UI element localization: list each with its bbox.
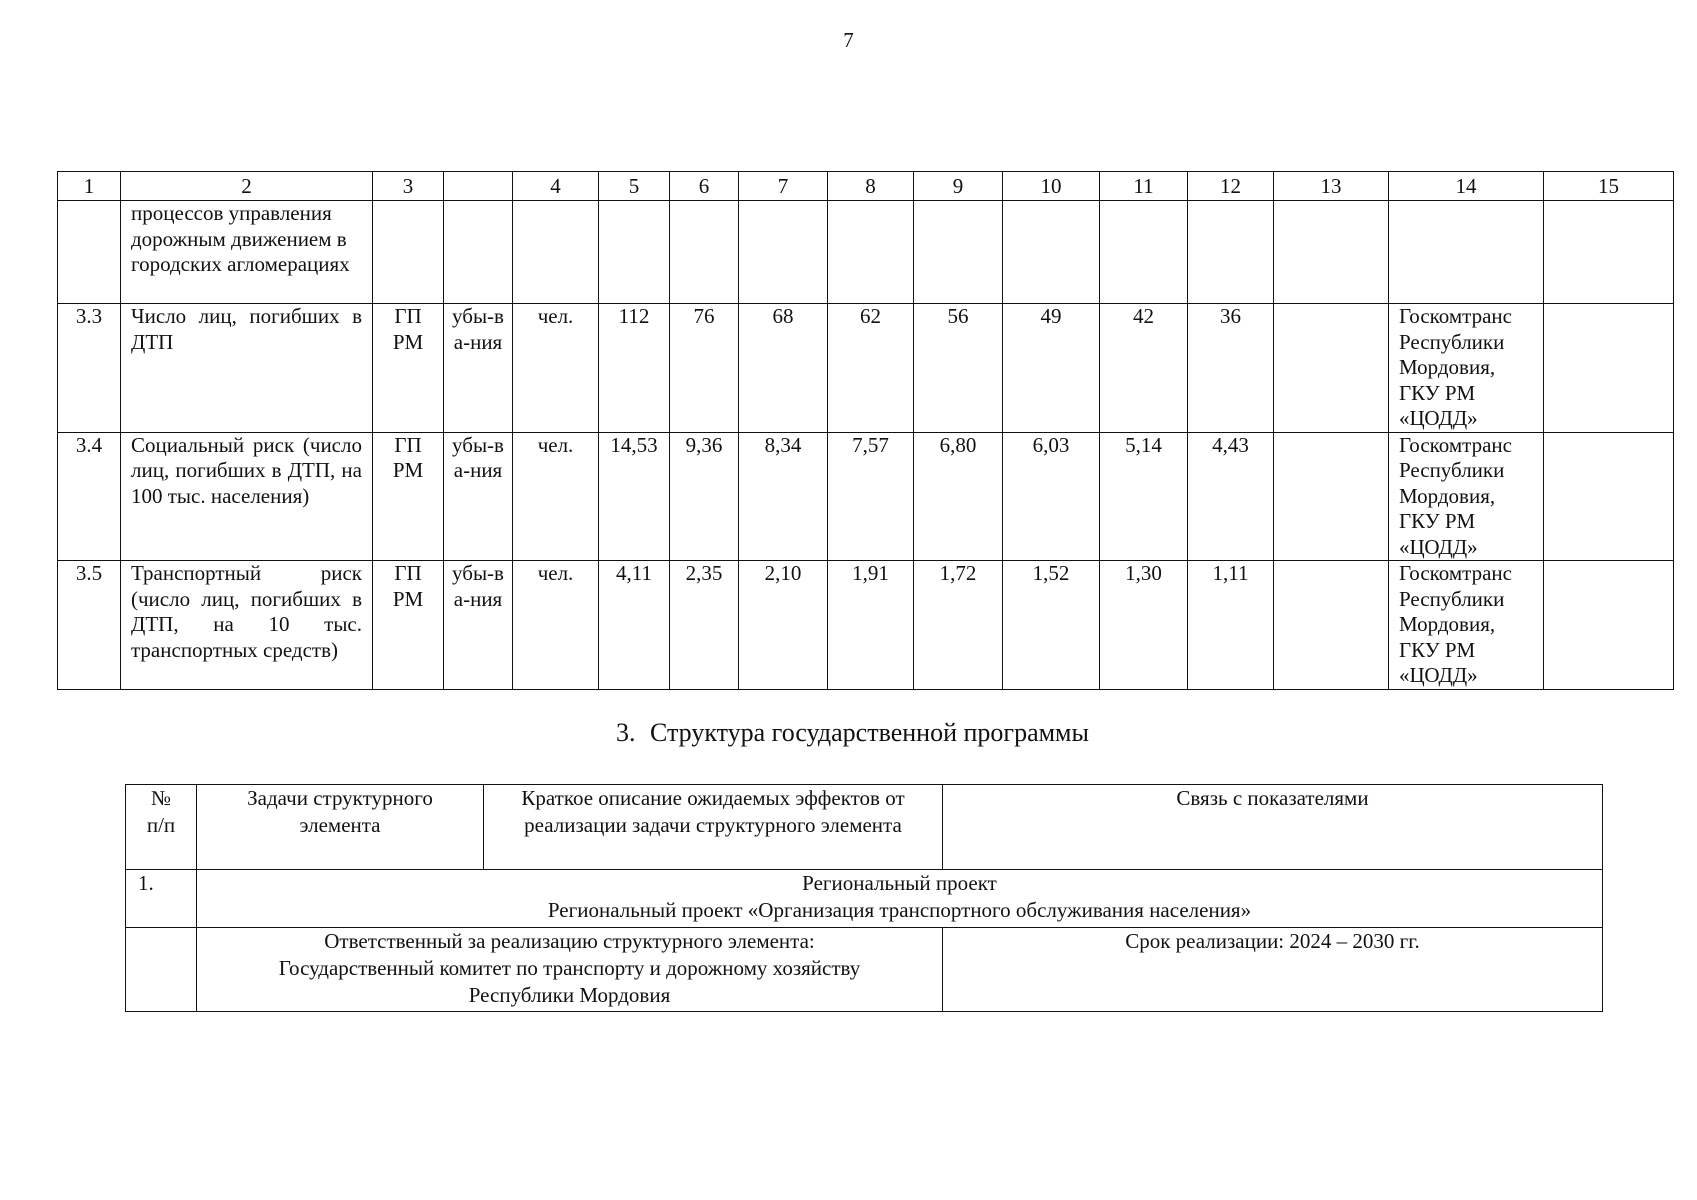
column-number: 15	[1544, 172, 1674, 201]
column-number: 9	[914, 172, 1003, 201]
column-number: 10	[1003, 172, 1100, 201]
table-cell	[1389, 201, 1544, 304]
table-cell	[1274, 432, 1389, 561]
indicator-direction: убы-ва-ния	[444, 304, 513, 433]
column-number	[444, 172, 513, 201]
indicator-value: 1,11	[1188, 561, 1274, 690]
page-number: 7	[843, 28, 854, 52]
indicator-number: 3.4	[58, 432, 121, 561]
indicator-value: 4,43	[1188, 432, 1274, 561]
indicator-responsible: Госкомтранс Республики Мордовия, ГКУ РМ «ЦОДД»	[1389, 432, 1544, 561]
indicator-value: 62	[828, 304, 914, 433]
indicator-unit: чел.	[513, 561, 599, 690]
header-number: № п/п	[126, 785, 197, 870]
table-cell	[1544, 561, 1674, 690]
section-title: Структура государственной программы	[650, 718, 1089, 747]
column-number: 2	[121, 172, 373, 201]
indicator-value: 68	[739, 304, 828, 433]
column-number: 6	[670, 172, 739, 201]
indicator-direction: убы-ва-ния	[444, 432, 513, 561]
table-cell	[1544, 432, 1674, 561]
indicator-base-value: 4,11	[599, 561, 670, 690]
table-cell	[58, 201, 121, 304]
column-number: 5	[599, 172, 670, 201]
column-number: 14	[1389, 172, 1544, 201]
project-number: 1.	[126, 870, 197, 928]
indicator-value: 1,30	[1100, 561, 1188, 690]
table-cell	[513, 201, 599, 304]
indicator-number: 3.3	[58, 304, 121, 433]
column-number: 12	[1188, 172, 1274, 201]
implementation-term: Срок реализации: 2024 – 2030 гг.	[943, 928, 1603, 1012]
indicator-name: Число лиц, погибших в ДТП	[121, 304, 373, 433]
indicator-base-value: 112	[599, 304, 670, 433]
column-number-row	[58, 172, 1674, 201]
indicator-unit: чел.	[513, 304, 599, 433]
project-cell	[197, 870, 1603, 928]
indicator-responsible: Госкомтранс Республики Мордовия, ГКУ РМ «ЦОДД»	[1389, 561, 1544, 690]
indicator-level: ГП РМ	[373, 432, 444, 561]
table-cell	[1544, 201, 1674, 304]
indicator-value: 6,80	[914, 432, 1003, 561]
indicator-value: 1,91	[828, 561, 914, 690]
section-heading	[0, 718, 1697, 748]
column-number: 7	[739, 172, 828, 201]
indicator-value: 49	[1003, 304, 1100, 433]
indicator-value: 42	[1100, 304, 1188, 433]
indicator-value: 2,10	[739, 561, 828, 690]
structure-header-row	[126, 785, 1603, 870]
structure-responsible-row	[126, 928, 1603, 1012]
indicator-direction: убы-ва-ния	[444, 561, 513, 690]
table-cell	[1274, 304, 1389, 433]
project-name: Региональный проект «Организация транспортного обслуживания населения»	[547, 898, 1252, 922]
table-cell	[1544, 304, 1674, 433]
column-number: 8	[828, 172, 914, 201]
indicator-value: 76	[670, 304, 739, 433]
indicator-value: 36	[1188, 304, 1274, 433]
indicator-value: 2,35	[670, 561, 739, 690]
indicator-value: 8,34	[739, 432, 828, 561]
indicator-unit: чел.	[513, 432, 599, 561]
table-row	[58, 561, 1674, 690]
table-cell	[1100, 201, 1188, 304]
indicator-responsible: Госкомтранс Республики Мордовия, ГКУ РМ «ЦОДД»	[1389, 304, 1544, 433]
indicators-table	[57, 171, 1674, 690]
structure-table	[125, 784, 1603, 1012]
indicator-name-continuation: процессов управления дорожным движением в городских агломерациях	[121, 201, 373, 304]
indicator-name: Социальный риск (число лиц, погибших в ДТП, на 100 тыс. населения)	[121, 432, 373, 561]
responsible-organization: Государственный комитет по транспорту и дорожному хозяйству Республики Мордовия	[278, 956, 861, 1007]
indicator-value: 9,36	[670, 432, 739, 561]
responsible-label: Ответственный за реализацию структурного элемента:	[324, 929, 815, 953]
table-cell	[1003, 201, 1100, 304]
table-row	[58, 432, 1674, 561]
indicator-name: Транспортный риск (число лиц, погибших в ДТП, на 10 тыс. транспортных средств)	[121, 561, 373, 690]
indicator-number: 3.5	[58, 561, 121, 690]
table-cell	[914, 201, 1003, 304]
indicator-value: 1,72	[914, 561, 1003, 690]
project-type: Региональный проект	[802, 871, 997, 895]
table-cell	[444, 201, 513, 304]
column-number: 11	[1100, 172, 1188, 201]
table-cell	[599, 201, 670, 304]
indicator-value: 7,57	[828, 432, 914, 561]
table-row-continuation	[58, 201, 1674, 304]
column-number: 3	[373, 172, 444, 201]
indicator-value: 1,52	[1003, 561, 1100, 690]
header-link: Связь с показателями	[943, 785, 1603, 870]
column-number: 4	[513, 172, 599, 201]
column-number: 1	[58, 172, 121, 201]
table-cell	[670, 201, 739, 304]
table-cell	[126, 928, 197, 1012]
column-number: 13	[1274, 172, 1389, 201]
indicator-value: 5,14	[1100, 432, 1188, 561]
section-number: 3.	[616, 718, 636, 747]
header-tasks: Задачи структурного элемента	[197, 785, 484, 870]
responsible-cell	[197, 928, 943, 1012]
table-cell	[828, 201, 914, 304]
table-row	[58, 304, 1674, 433]
indicator-base-value: 14,53	[599, 432, 670, 561]
table-cell	[373, 201, 444, 304]
indicator-value: 56	[914, 304, 1003, 433]
indicator-level: ГП РМ	[373, 304, 444, 433]
header-effects: Краткое описание ожидаемых эффектов от реализации задачи структурного элемента	[484, 785, 943, 870]
table-cell	[1188, 201, 1274, 304]
indicator-level: ГП РМ	[373, 561, 444, 690]
table-cell	[1274, 201, 1389, 304]
indicator-value: 6,03	[1003, 432, 1100, 561]
table-cell	[739, 201, 828, 304]
structure-project-row	[126, 870, 1603, 928]
table-cell	[1274, 561, 1389, 690]
